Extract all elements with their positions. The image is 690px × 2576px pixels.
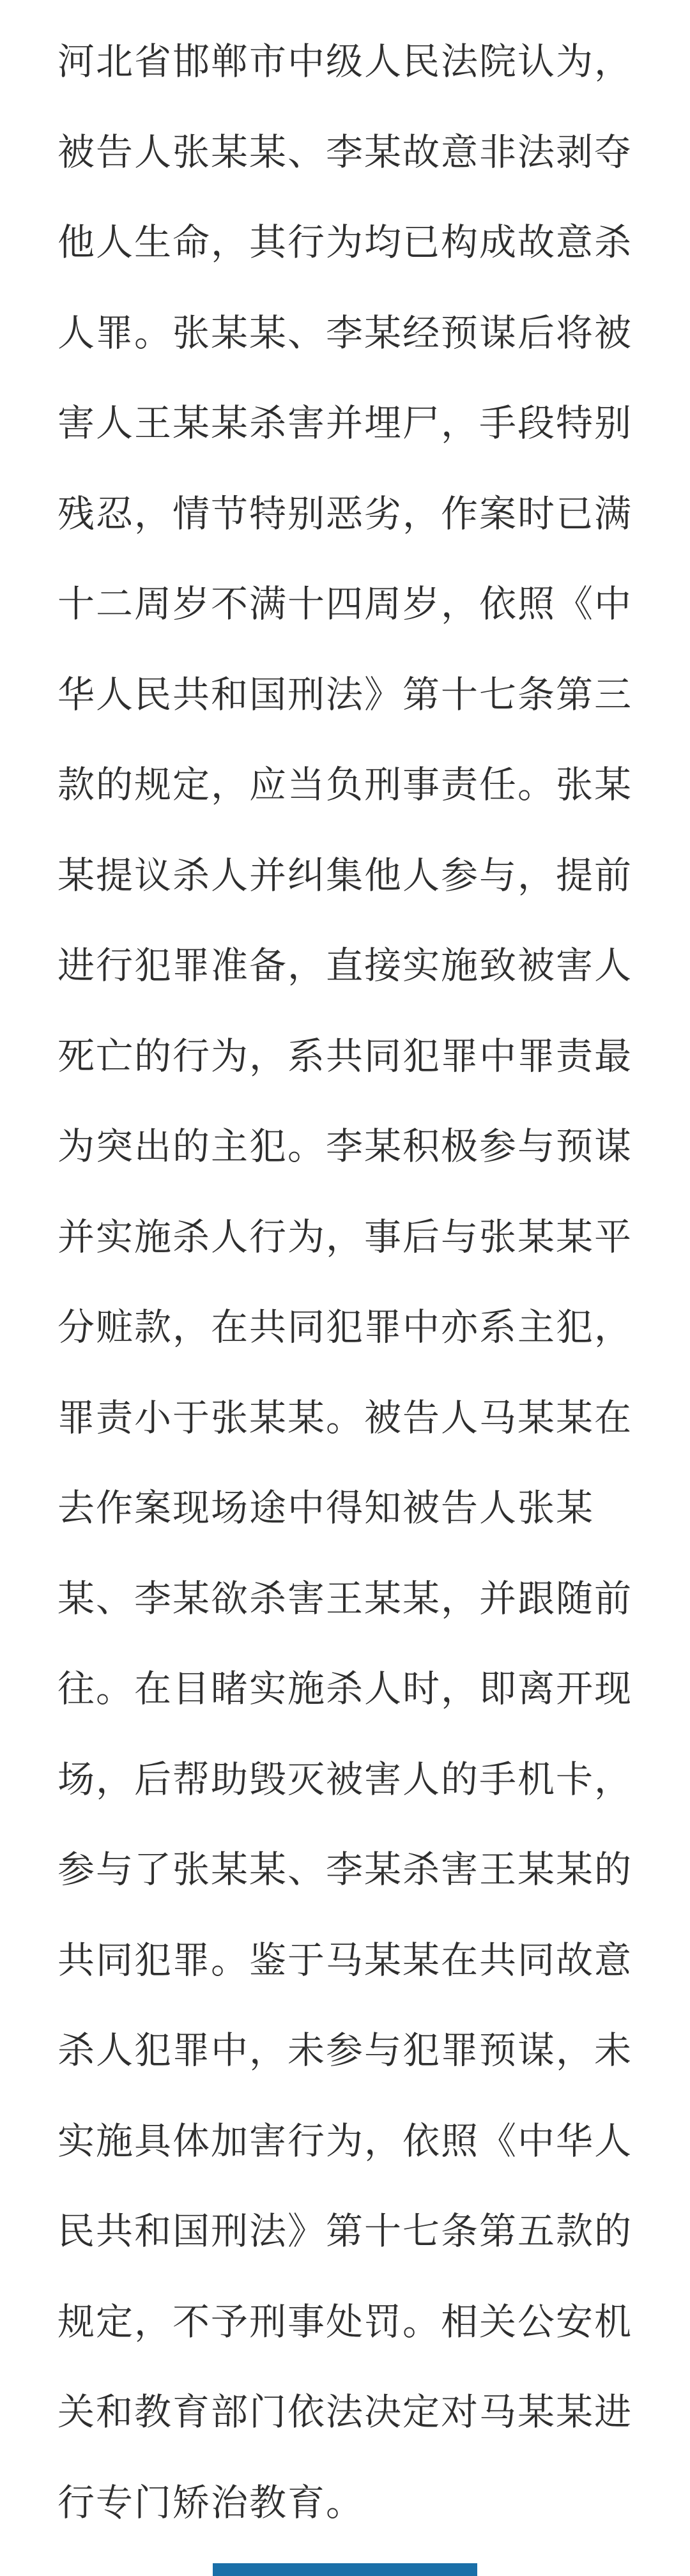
article-line-16: 罪责小于张某某。被告人马某某在 [57,1395,633,1439]
article-line-19: 往。在目睹实施杀人时，即离开现 [57,1667,633,1710]
article-line-23: 杀人犯罪中，未参与犯罪预谋，未 [57,2028,633,2072]
article-line-9: 款的规定，应当负刑事责任。张某 [57,763,633,806]
article-line-7: 十二周岁不满十四周岁，依照《中 [57,582,633,625]
article-line-26: 规定，不予刑事处罚。相关公安机 [57,2299,633,2343]
article-line-24: 实施具体加害行为，依照《中华人 [57,2119,633,2163]
article-line-17: 去作案现场途中得知被告人张某 [57,1486,595,1529]
article-line-11: 进行犯罪准备，直接实施致被害人 [57,944,633,987]
article-line-12: 死亡的行为，系共同犯罪中罪责最 [57,1034,633,1078]
article-line-28: 行专门矫治教育。 [57,2480,365,2524]
bottom-accent-bar [213,2563,477,2576]
article-body [57,17,645,2548]
article-line-2: 被告人张某某、李某故意非法剥夺 [57,130,633,174]
article-line-6: 残忍，情节特别恶劣，作案时已满 [57,491,633,535]
article-line-14: 并实施杀人行为，事后与张某某平 [57,1215,633,1259]
article-line-27: 关和教育部门依法决定对马某某进 [57,2390,633,2434]
article-line-15: 分赃款，在共同犯罪中亦系主犯， [57,1305,633,1349]
article-line-3: 他人生命，其行为均已构成故意杀 [57,220,633,264]
article-line-1: 河北省邯郸市中级人民法院认为， [57,40,633,83]
article-line-25: 民共和国刑法》第十七条第五款的 [57,2209,633,2253]
article-line-8: 华人民共和国刑法》第十七条第三 [57,672,633,716]
article-line-18: 某、李某欲杀害王某某，并跟随前 [57,1576,633,1620]
article-line-5: 害人王某某杀害并埋尸，手段特别 [57,401,633,445]
article-line-4: 人罪。张某某、李某经预谋后将被 [57,310,633,355]
article-line-13: 为突出的主犯。李某积极参与预谋 [57,1124,633,1168]
article-line-21: 参与了张某某、李某杀害王某某的 [57,1848,633,1891]
article-line-20: 场，后帮助毁灭被害人的手机卡， [57,1757,633,1801]
article-line-10: 某提议杀人并纠集他人参与，提前 [57,853,633,897]
article-line-22: 共同犯罪。鉴于马某某在共同故意 [57,1938,633,1982]
